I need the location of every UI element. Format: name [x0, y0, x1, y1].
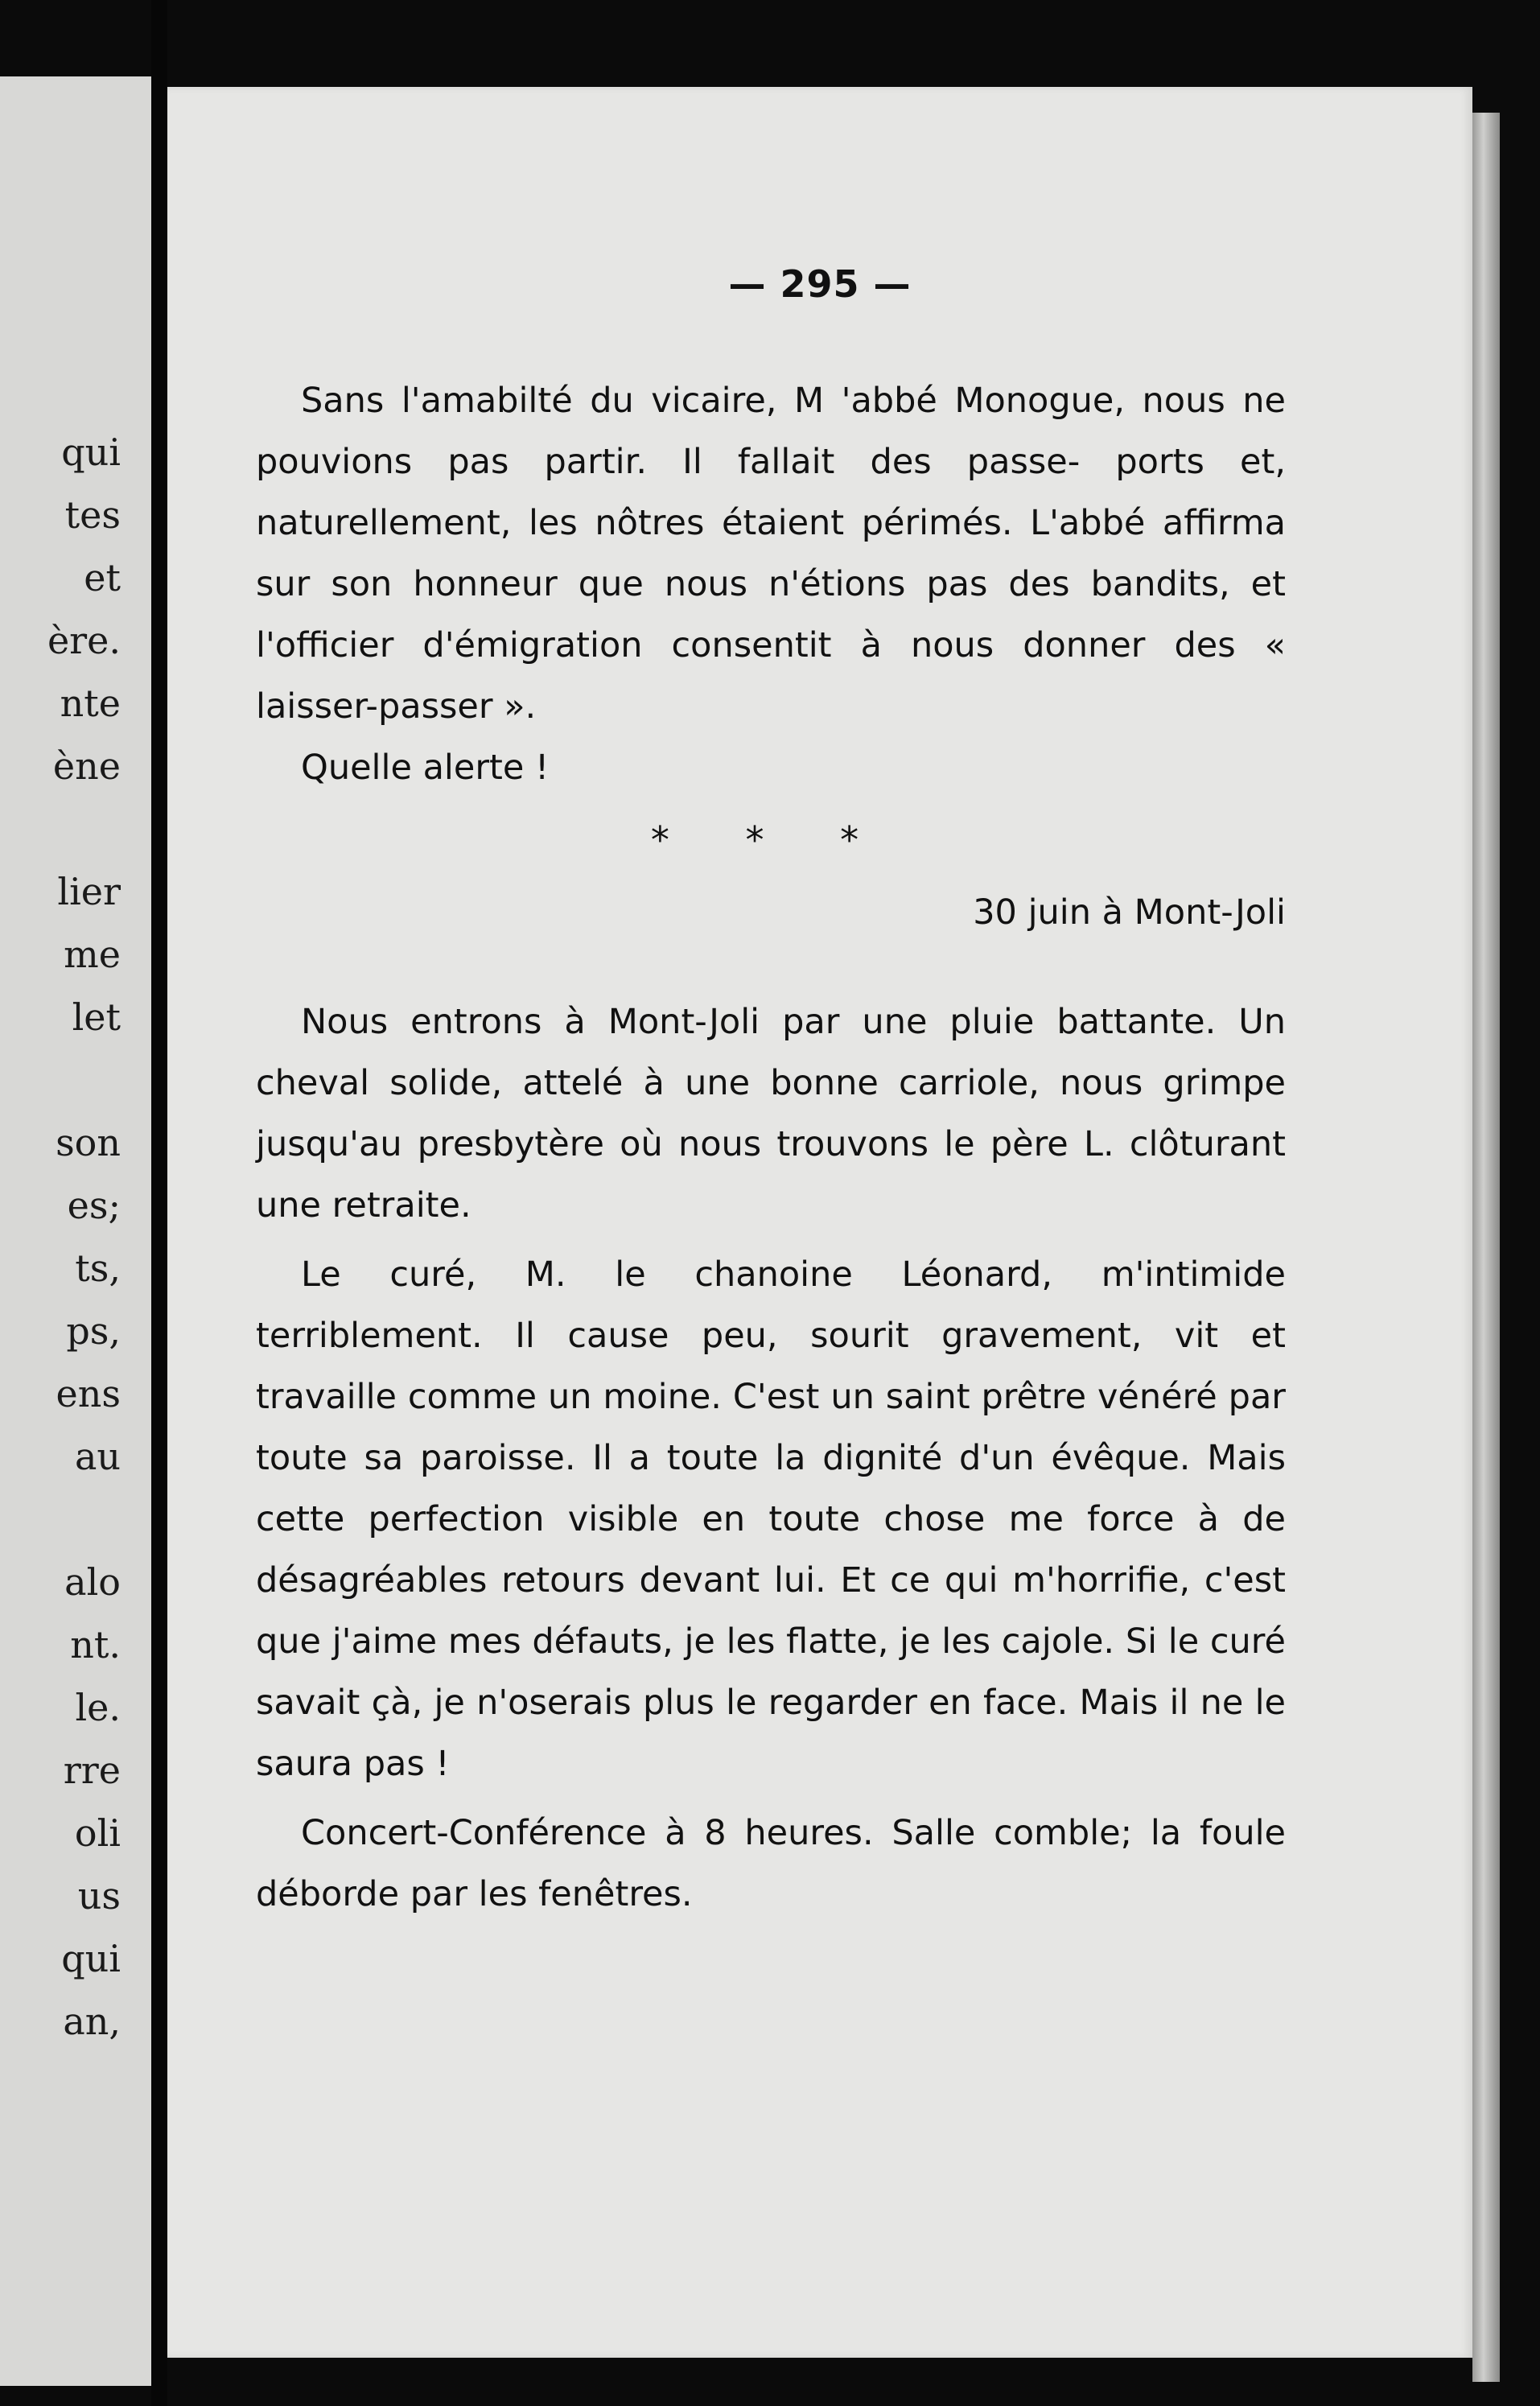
paragraph: Nous entrons à Mont-Joli par une pluie battante. Un cheval solide, attelé à une bonne carriole, nous grimpe jusqu'au presbytère où nous trouvons le père L. clôturant une retraite. [256, 1002, 1286, 1226]
paragraph: Le curé, M. le chanoine Léonard, m'intimide terriblement. Il cause peu, sourit gravement, vit et travaille comme un moine. C'est un saint prêtre vénéré par toute sa paroisse. Il a toute la dignité d'un évêque. Mais cette perfection visible en toute chose me force à de désagréables retours devant lui. Et ce qui m'horrifie, c'est que j'aime mes défauts, je les flatte, je les cajole. Si le curé savait çà, je n'oserais plus le regarder en face. Mais il ne le saura pas ! [256, 1254, 1286, 1784]
paragraph: Concert-Conférence à 8 heures. Salle comble; la foule déborde par les fenêtres. [256, 1813, 1286, 1914]
section-separator: * * * [650, 818, 891, 862]
left-line: nt. [70, 1623, 121, 1666]
left-line: let [72, 995, 121, 1039]
left-page [0, 76, 151, 2386]
left-line: le. [75, 1686, 121, 1729]
page-number: — 295 — [728, 262, 912, 306]
left-line: et [84, 556, 121, 599]
paragraph: Quelle alerte ! [301, 748, 550, 788]
left-line: ts, [75, 1246, 121, 1290]
left-line: ps, [66, 1309, 121, 1353]
book-gutter [151, 0, 167, 2406]
page-edge [1472, 113, 1500, 2382]
left-line: qui [61, 431, 121, 474]
page-body [256, 370, 1286, 1925]
left-line: nte [60, 682, 121, 725]
left-line: me [64, 933, 121, 976]
left-line: son [56, 1121, 121, 1164]
date-heading: 30 juin à Mont-Joli [973, 892, 1286, 933]
left-line: qui [61, 1937, 121, 1980]
right-page [167, 87, 1472, 2358]
left-line: es; [67, 1184, 121, 1227]
left-line: rre [63, 1749, 121, 1792]
left-line: oli [74, 1811, 121, 1855]
paragraph: Sans l'amabilté du vicaire, M 'abbé Monogue, nous ne pouvions pas partir. Il fallait des passe- ports et, naturellement, les nôtres étaient périmés. L'abbé affirma sur son honneur que nous n'étions pas des bandits, et l'officier d'émigration consentit à nous donner des « laisser-passer ». [256, 381, 1286, 727]
left-line: an, [63, 2000, 121, 2043]
left-line: alo [64, 1560, 121, 1604]
left-line: ère. [47, 619, 121, 662]
left-line: us [77, 1874, 121, 1918]
left-line: lier [57, 870, 121, 913]
left-line: ens [56, 1372, 121, 1415]
left-line: tes [64, 493, 121, 537]
left-line: au [74, 1435, 121, 1478]
left-line: ène [52, 744, 121, 788]
